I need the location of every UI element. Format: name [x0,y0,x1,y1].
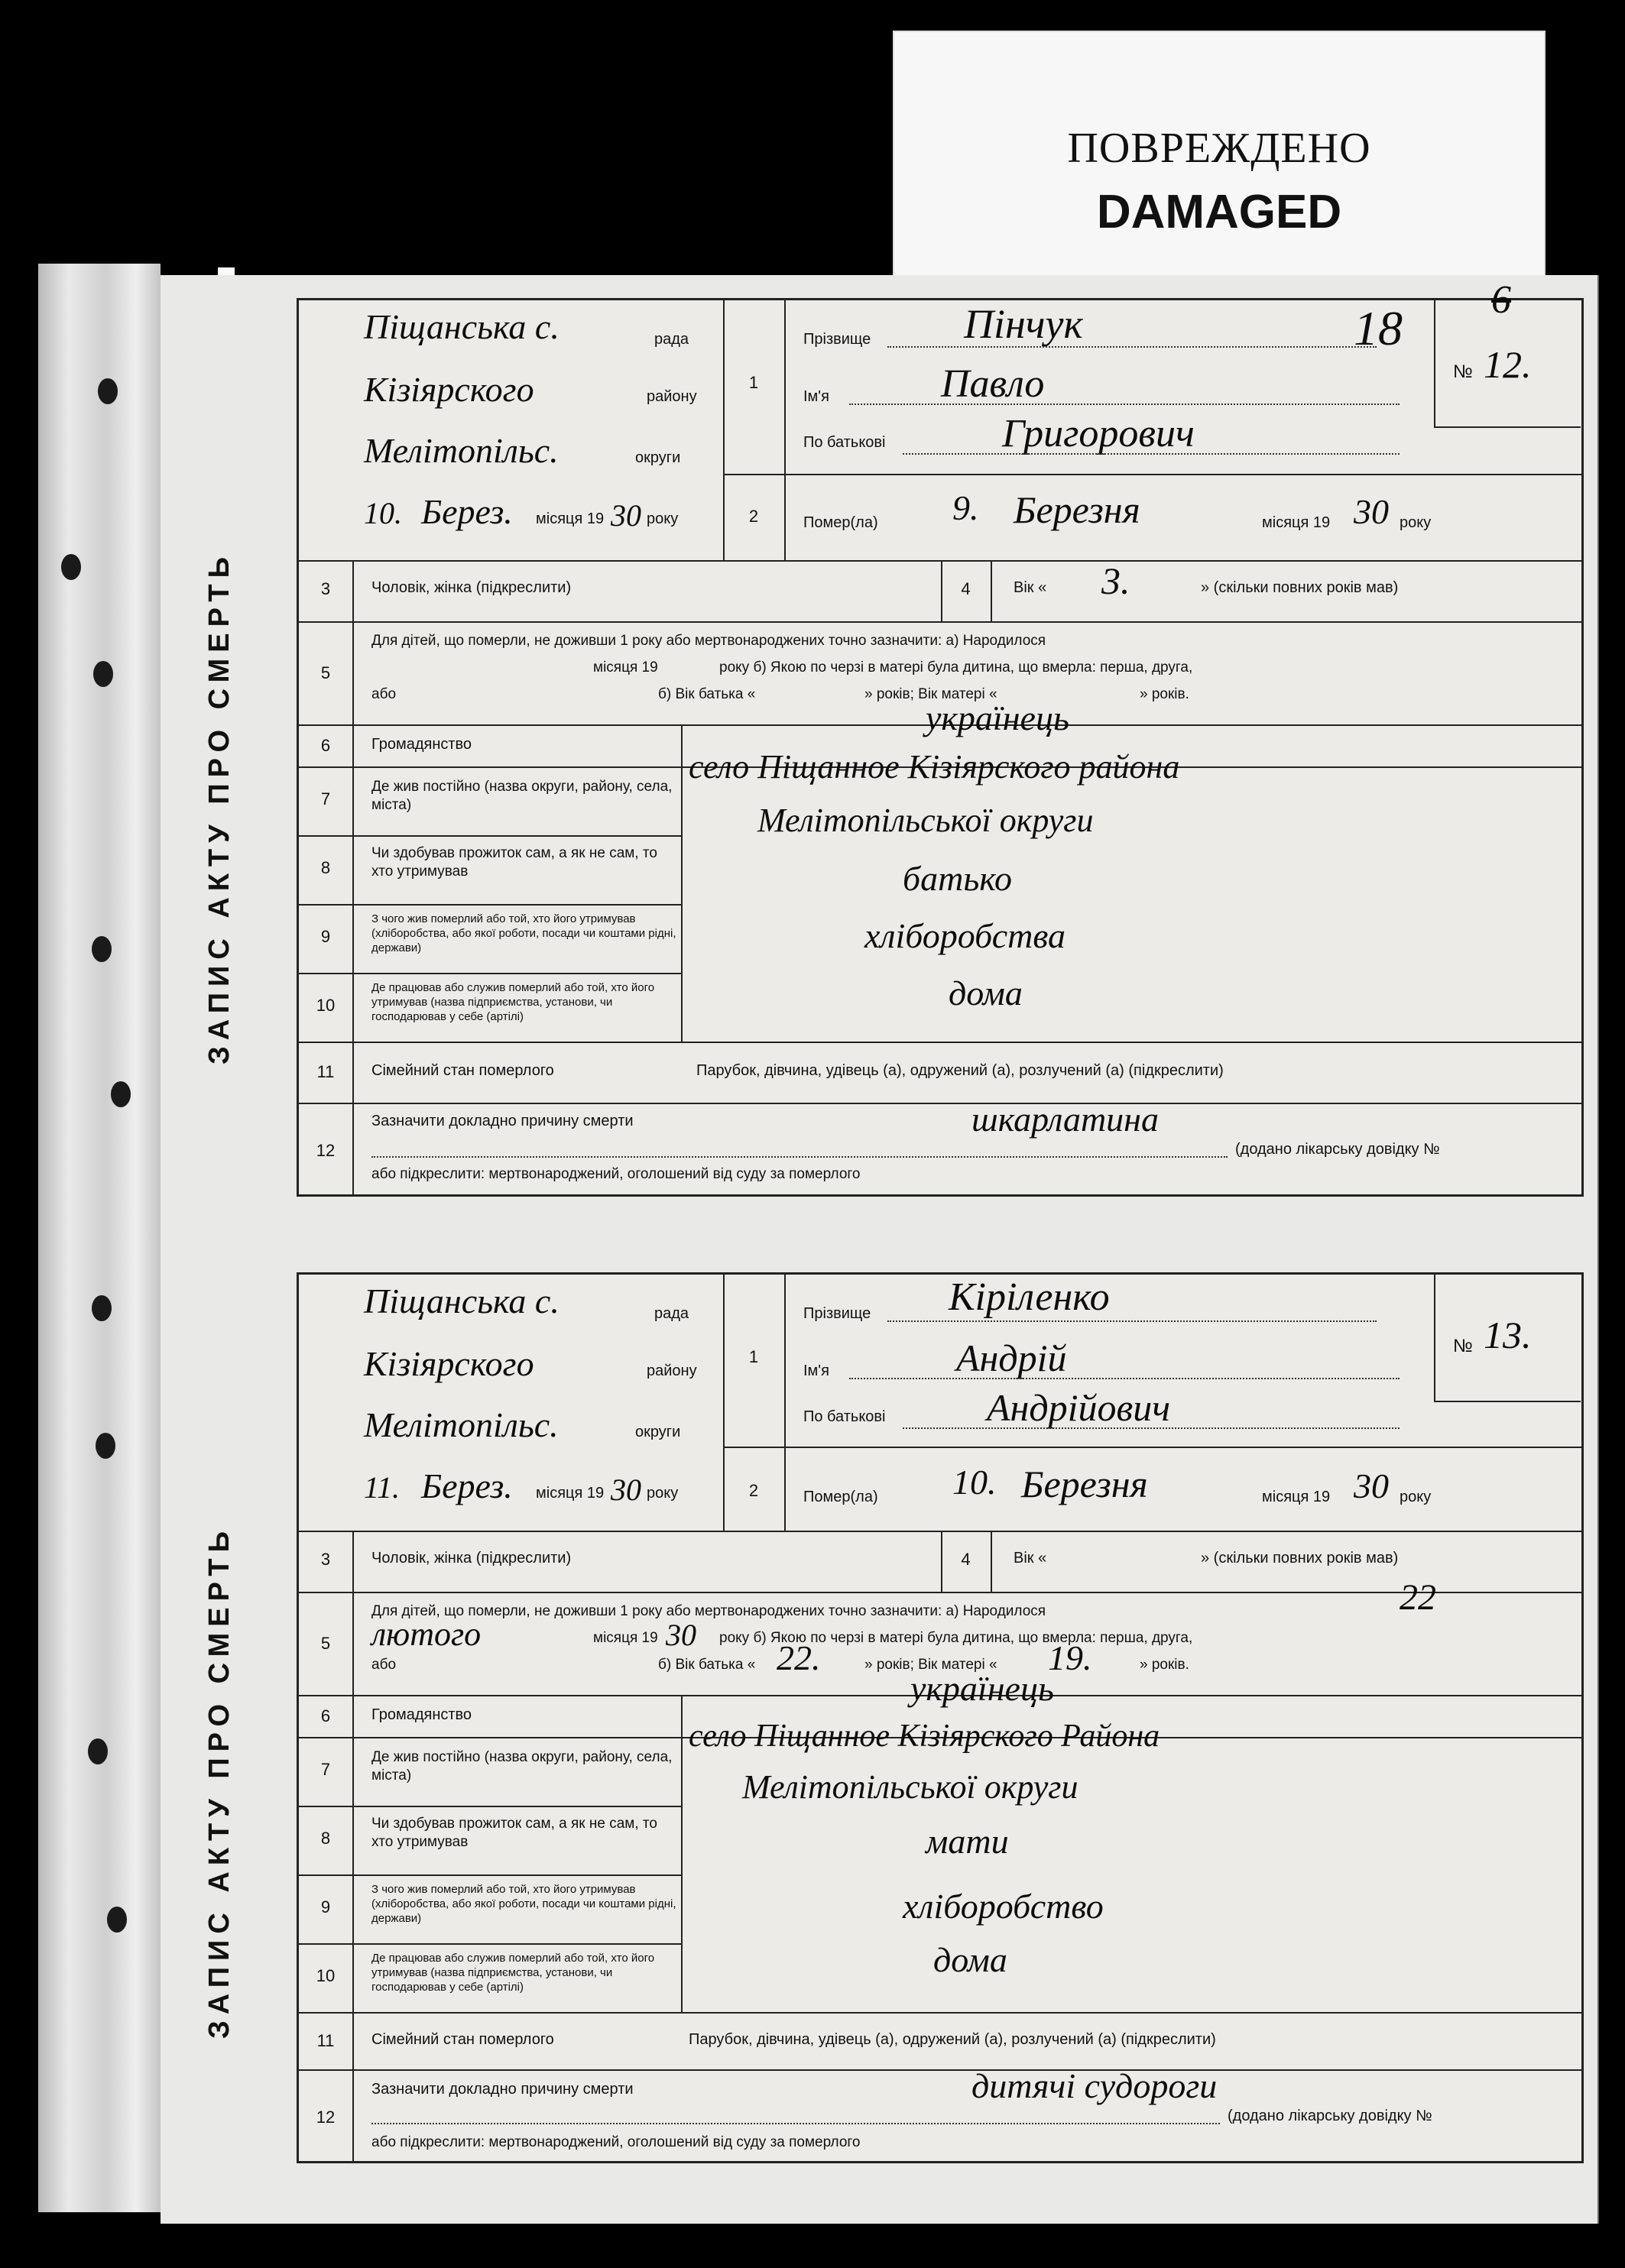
father-age: 22. [777,1638,821,1677]
rayon-value: Кізіярского [364,1344,534,1383]
okrug-value: Мелітопільс. [364,1405,559,1444]
registration-month: Берез. [421,492,513,531]
surname-value: Кіріленко [949,1275,1110,1319]
patronymic-value: Григорович [1002,412,1195,455]
livelihood-label: З чого жив померлий або той, хто його утримував (хліборобства, або якої роботи, посади чи коштами рідні, держави) [371,1883,676,1925]
residence-label: Де жив постійно (назва округи, району, села, міста) [371,1749,673,1784]
rada-label: рада [654,1305,689,1322]
citizenship-value: українець [910,1669,1054,1708]
children-line-1: Для дітей, що померли, не доживши 1 року або мертвонароджених точно зазначити: а) Народилося [371,633,1046,649]
binding-hole [96,1433,115,1459]
record-number: 12. [1484,343,1532,386]
rada-value: Піщанська с. [364,307,560,346]
age-label-end: » (скільки повних років мав) [1201,579,1399,596]
children-line-2a: місяця 19 [593,1630,658,1646]
workplace-value: дома [949,974,1023,1013]
death-day: 10. [952,1463,997,1502]
section-number: 4 [961,579,971,598]
section-number: 5 [320,1634,331,1653]
cause-value: шкарлатина [971,1100,1160,1139]
section-number: 3 [320,579,331,598]
register-page [161,275,1599,2224]
binding-hole [92,936,112,962]
binding-strip [38,264,161,2212]
section-number: 10 [316,1966,336,1985]
section-number: 6 [320,1706,331,1725]
residence-value-2: Мелітопільської округи [757,802,1094,839]
death-day: 9. [952,488,979,527]
surname-value: Пінчук [964,301,1083,347]
rada-label: рада [654,331,689,348]
children-line-3d: » років. [1140,686,1189,702]
children-line-1: Для дітей, що померли, не доживши 1 року або мертвонароджених точно зазначити: а) Народилося [371,1603,1046,1619]
rayon-label: району [647,1362,697,1379]
patronymic-label: По батькові [803,1408,886,1425]
section-number: 7 [320,789,331,808]
damaged-label [893,31,1546,278]
section-number: 2 [748,507,759,526]
binding-hole [107,1907,127,1933]
gender-label: Чоловік, жінка (підкреслити) [371,1550,572,1567]
children-line-3c: » років; Вік матері « [864,686,997,702]
section-number: 9 [320,927,331,946]
supported-value: мати [926,1822,1009,1861]
workplace-label: Де працював або служив померлий або той, хто його утримував (назва підприємства, установи, чи господарював у себе (артілі) [371,1952,655,1994]
section-number: 7 [320,1760,331,1779]
damaged-label-ru: ПОВРЕЖДЕНО [1067,125,1371,172]
record-sidebar [177,1275,291,2161]
children-line-3d: » років. [1140,1657,1189,1673]
death-month: Березня [1021,1463,1148,1505]
livelihood-label: З чого жив померлий або той, хто його утримував (хліборобства, або якої роботи, посади чи коштами рідні, держави) [371,912,676,954]
cause-value: дитячі судороги [971,2066,1218,2105]
struck-number: 6 [1491,278,1511,322]
name-value: Андрій [956,1336,1067,1379]
children-line-3c: » років; Вік матері « [864,1657,997,1673]
livelihood-value: хліборобство [903,1887,1104,1926]
record-number: 13. [1484,1314,1532,1356]
binding-hole [111,1081,131,1107]
section-number: 11 [316,2031,335,2050]
name-label: Ім'я [803,388,829,405]
okrug-label: округи [635,449,681,466]
children-line-2b: року б) Якою по черзі в матері була дитина, що вмерла: перша, друга, [719,1630,1193,1646]
residence-label: Де жив постійно (назва округи, району, села, міста) [371,779,673,813]
death-month-label: місяця 19 [1262,1489,1331,1505]
binding-hole [61,554,81,580]
section-number: 11 [316,1062,335,1081]
year-label: року [647,510,679,527]
child-birth-year: 30 [666,1618,696,1652]
citizenship-label: Громадянство [371,736,472,753]
registration-year: 30 [611,1473,641,1507]
death-record-form [203,278,1584,1197]
children-line-2a: місяця 19 [593,659,658,676]
stillborn-note: або підкреслити: мертвонароджений, оголошений від суду за померлого [371,2134,861,2150]
citizenship-value: українець [926,698,1069,737]
residence-value-2: Мелітопільської округи [742,1768,1078,1806]
stillborn-note: або підкреслити: мертвонароджений, оголошений від суду за померлого [371,1166,861,1182]
patronymic-label: По батькові [803,434,886,451]
okrug-value: Мелітопільс. [364,431,559,470]
number-sign: № [1453,361,1473,382]
margin-number: 18 [1354,301,1403,355]
binding-hole [98,378,118,404]
marital-options: Парубок, дівчина, удівець (а), одружений (а), розлучений (а) (підкреслити) [689,2031,1216,2048]
marital-label: Сімейний стан померлого [371,2031,554,2048]
supported-value: батько [903,859,1013,898]
residence-value-1: село Піщанное Кізіярского района [689,748,1180,786]
damaged-label-en: DAMAGED [1096,186,1342,238]
name-value: Павло [941,362,1045,406]
death-year: 30 [1354,1466,1389,1505]
record-title: ЗАПИС АКТУ ПРО СМЕРТЬ [203,1525,235,2039]
section-number: 4 [961,1550,971,1569]
binding-hole [93,661,113,687]
rada-value: Піщанська с. [364,1281,560,1320]
doctor-note-label: (додано лікарську довідку № [1228,2108,1432,2124]
surname-label: Прізвище [803,1305,871,1322]
rayon-label: району [647,388,697,405]
livelihood-value: хліборобства [864,916,1065,955]
section-number: 5 [320,663,331,682]
section-number: 8 [320,1829,331,1848]
marital-options: Парубок, дівчина, удівець (а), одружений (а), розлучений (а) (підкреслити) [696,1062,1224,1079]
record-title: ЗАПИС АКТУ ПРО СМЕРТЬ [203,551,235,1064]
registration-day: 10. [364,496,402,530]
citizenship-label: Громадянство [371,1706,472,1723]
cause-label: Зазначити докладно причину смерти [371,1113,634,1129]
age-label-end: » (скільки повних років мав) [1201,1550,1399,1567]
child-birth-day: 22 [1400,1577,1436,1618]
age-label: Вік « [1014,579,1047,596]
children-line-3b: б) Вік батька « [658,1657,756,1673]
section-number: 6 [320,736,331,755]
residence-value-1: село Піщанное Кізіярского Района [689,1719,1160,1754]
section-number: 12 [316,1141,336,1160]
section-number: 9 [320,1897,331,1916]
death-year-label: року [1400,1489,1432,1505]
children-line-2b: року б) Якою по черзі в матері була дитина, що вмерла: перша, друга, [719,659,1193,676]
children-line-3a: або [371,1657,397,1673]
death-year: 30 [1354,492,1389,531]
children-line-3a: або [371,686,397,702]
death-record-form [203,1272,1584,2163]
child-birth-month: лютого [371,1615,482,1653]
doctor-note-label: (додано лікарську довідку № [1235,1141,1440,1158]
section-number: 3 [320,1550,331,1569]
section-number: 8 [320,858,331,877]
death-year-label: року [1400,514,1432,531]
death-month: Березня [1014,488,1140,531]
section-number: 1 [748,1347,759,1366]
okrug-label: округи [635,1424,681,1440]
binding-hole [92,1295,112,1321]
cause-label: Зазначити докладно причину смерти [371,2081,634,2098]
record-sidebar [177,300,291,1194]
section-number: 12 [316,2108,336,2127]
registration-month: Берез. [421,1466,513,1505]
workplace-label: Де працював або служив померлий або той, хто його утримував (назва підприємства, установи, чи господарював у себе (артілі) [371,981,655,1023]
children-line-3b: б) Вік батька « [658,686,756,702]
section-number: 2 [748,1481,759,1500]
age-label: Вік « [1014,1550,1047,1567]
rayon-value: Кізіярского [364,370,534,409]
registration-year: 30 [611,498,641,533]
gender-label: Чоловік, жінка (підкреслити) [371,579,572,596]
name-label: Ім'я [803,1362,829,1379]
mother-age: 19. [1048,1638,1092,1677]
supported-label: Чи здобував прожиток сам, а як не сам, то хто утримував [371,845,657,880]
age-value: 3. [1101,559,1130,602]
month-label: місяця 19 [536,510,605,527]
supported-label: Чи здобував прожиток сам, а як не сам, то хто утримував [371,1816,657,1850]
marital-label: Сімейний стан померлого [371,1062,554,1079]
death-date-label: Помер(ла) [803,514,878,531]
registration-day: 11. [364,1470,401,1505]
death-date-label: Помер(ла) [803,1489,878,1505]
section-number: 1 [748,373,759,392]
surname-label: Прізвище [803,331,871,348]
month-label: місяця 19 [536,1485,605,1502]
number-sign: № [1453,1336,1473,1356]
death-month-label: місяця 19 [1262,514,1331,531]
patronymic-value: Андрійович [987,1386,1171,1429]
binding-hole [88,1738,108,1764]
section-number: 10 [316,996,336,1015]
workplace-value: дома [933,1940,1007,1979]
year-label: року [647,1485,679,1502]
